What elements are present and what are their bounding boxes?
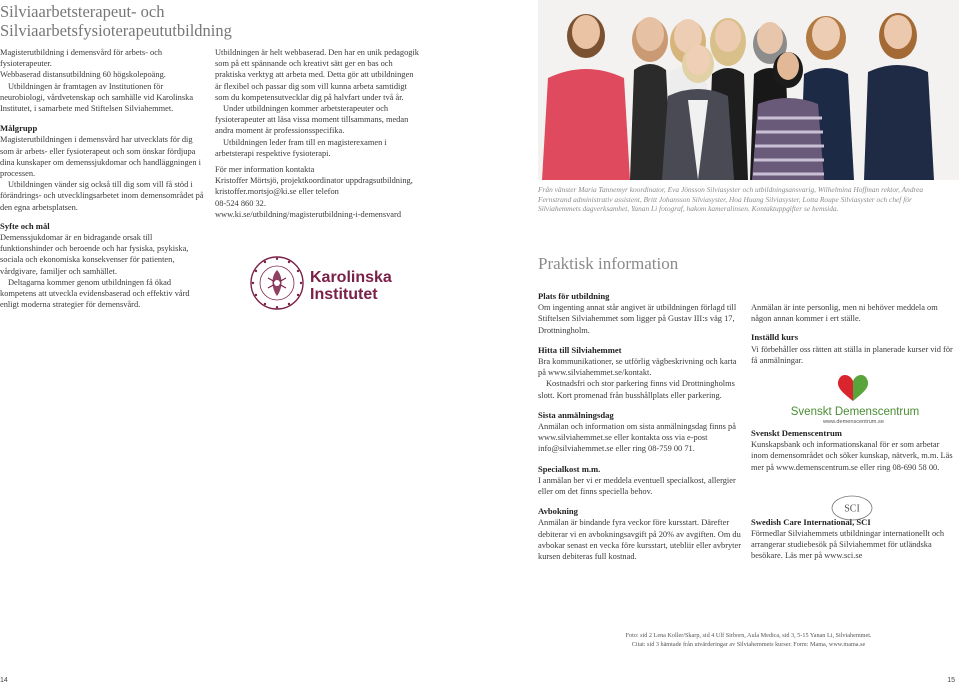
page-number-right: 15 — [947, 677, 955, 684]
page-number-left: 14 — [0, 677, 8, 684]
deadline-text: Anmälan och information om sista anmälningsdag finns på www.silviahemmet.se eller kontakta oss via e-post info@silviahemmet.se eller ring 08-759 00 71. — [538, 422, 736, 454]
place-heading: Plats för utbildning — [538, 291, 610, 301]
sd-heart-icon — [838, 375, 868, 401]
column-details — [215, 47, 420, 220]
personal-text: Anmälan är inte personlig, men ni behöver meddela om någon annan kommer i ert ställe. — [751, 303, 938, 324]
page-title-line2: Silviaarbetsfysioterapeututbildning — [0, 21, 232, 40]
practical-title: Praktisk information — [538, 254, 679, 273]
column-practical-left — [538, 291, 743, 562]
target-heading: Målgrupp — [0, 123, 38, 134]
karolinska-institutet-logo — [250, 254, 392, 312]
diet-text: I anmälan ber vi er meddela eventuell specialkost, allergier eller om det finns speciella behov. — [538, 475, 736, 497]
contact-intro: För mer information kontakta — [215, 165, 315, 175]
credits-line1: Foto: sid 2 Lena Koller/Skarp, sid 4 Ulf Sirborn, Aula Medica, sid 3, 5-15 Yanan Li, Silviahemmet. — [625, 632, 872, 639]
cancel-heading: Avbokning — [538, 506, 578, 517]
column-practical-right — [751, 302, 956, 562]
find-heading: Hitta till Silviahemmet — [538, 344, 622, 355]
sd-text: Kunskapsbank och informationskanal för er som arbetar inom demensområdet och söker kunskap, nätverk, m.m. Läs mer på www.demenscentrum.se eller ring 08-690 58 00. — [751, 440, 953, 472]
intro-text-3: Utbildningen är framtagen av Institutionen för neurobiologi, vårdvetenskap och samhälle vid Karolinska Institutet, i samarbete med Stiftelsen Silviahemmet. — [0, 81, 194, 114]
ki-seal-icon — [251, 257, 303, 309]
staff-photo-illustration — [538, 0, 959, 180]
page-title-line1: Silviaarbetsterapeut- och — [0, 2, 165, 21]
intro-text-1: Magisterutbildning i demensvård för arbets- och fysioterapeuter. — [0, 48, 163, 69]
details-text-3: Utbildningen leder fram till en magisterexamen i arbetsterapi respektive fysioterapi. — [215, 137, 387, 158]
photo-caption: Från vänster Maria Tannemyr koordinator, Eva Jönsson Silviasyster och utbildningsansvarig, Wilhelmina Hoffman rektor, Andrea Fernstrand administrativ assistent, Britt Johansson Silviasyster, Hoa Huang Silviasyster, Lotta Roupe Silviasyster och chef för Silviahemmets dagverksamhet, Yanan Li fotograf, hakom kameralinsen. Kontaktuppgifter se hemsida. — [538, 185, 924, 214]
diet-heading: Specialkost m.m. — [538, 463, 601, 474]
staff-group-photo — [538, 0, 959, 180]
details-text-1: Utbildningen är helt webbaserad. Den har en unik pedagogik som på ett spännande och kreativt sätt ger en bas och praktiska verktyg att arbeta med. Detta gör att utbildningen är flexibel och passar dig som vill kunna arbeta samtidigt som du kompetensutvecklar dig på halvfart under två år. — [215, 48, 419, 102]
cancelled-heading: Inställd kurs — [751, 332, 799, 343]
goal-text-1: Demenssjukdomar är en bidragande orsak till funktionshinder och beroende och har fysiska, psykiska, sociala och ekonomiska konsekvenser för patienten, vårdgivare, familjer och samhället. — [0, 233, 189, 276]
credits-line2: Citat: sid 3 hämtade från utvärderingar av Silviahemmets kurser. Form: Mama, www.mama.se — [631, 640, 866, 648]
sd-heading: Svenskt Demenscentrum — [751, 428, 842, 439]
contact-url[interactable]: www.ki.se/utbildning/magisterutbildning-i-demensvard — [215, 209, 402, 219]
deadline-heading: Sista anmälningsdag — [538, 409, 614, 420]
column-intro — [0, 47, 205, 310]
parking-text: Kostnadsfri och stor parkering finns vid Drottningholms slott. Kort promenad från busshållplats eller parkering. — [538, 379, 735, 400]
sd-logo-name: Svenskt Demenscentrum — [790, 406, 920, 418]
find-text: Bra kommunikationer, se utförlig vägbeskrivning och karta på www.silviahemmet.se/kontakt. — [538, 357, 737, 378]
cancel-text: Anmälan är bindande fyra veckor före kursstart. Därefter debiterar vi en avbokningsavgift på 20% av avgiften. Om du avbokar senast en vecka före kursstart, utebliir eller avbryter kursen debiteras full kostnad. — [538, 518, 742, 562]
sci-logo-text: SCI — [844, 503, 860, 515]
sci-heading: Swedish Care International, SCI — [751, 516, 871, 527]
page-title — [0, 2, 420, 40]
sci-logo — [830, 494, 874, 522]
sci-text: Förmedlar Silviahemmets utbildningar internationellt och arrangerar studiebesök på Silviahemmet för utländska besökare. Läs mer på www.sci.se — [751, 529, 945, 561]
cancelled-text: Vi förbehåller oss rätten att ställa in planerade kurser vid för få anmälningar. — [751, 344, 953, 365]
intro-text-2: Webbaserad distansutbildning 60 högskolepoäng. — [0, 70, 166, 80]
photo-credits — [538, 632, 959, 649]
contact-person: Kristoffer Mörtsjö, projektkoordinator uppdragsutbildning, kristoffer.mortsjo@ki.se eller telefon — [215, 176, 413, 197]
ki-name-line2: Institutet — [310, 286, 378, 303]
contact-phone: 08-524 860 32. — [215, 198, 266, 208]
details-text-2: Under utbildningen kommer arbetsterapeuter och fysioterapeuter att läsa vissa moment tillsammans, medan andra moment är professionsspecifika. — [215, 104, 409, 136]
goal-heading: Syfte och mål — [0, 220, 50, 231]
ki-name-line1: Karolinska — [310, 269, 392, 286]
target-text-2: Utbildningen vänder sig också till dig som vill få stöd i förändrings- och utvecklingsarbetet inom demensområdet på den egna arbetsplatsen. — [0, 180, 204, 212]
target-text-1: Magisterutbildningen i demensvård har utvecklats för dig som är arbets- eller fysioterapeut och som önskar fördjupa dina kunskaper om demenssjukdomar och handläggningen i processen. — [0, 135, 201, 179]
place-text: Om ingenting annat står angivet är utbildningen förlagd till Stiftelsen Silviahemmet som ligger på Gustav III:s väg 17, Drottningholm. — [538, 303, 737, 335]
goal-text-2: Deltagarna kommer genom utbildningen få ökad kompetens att utveckla evidensbaserad och effektiv vård enligt moderna strategier för demensvård. — [0, 277, 190, 310]
sd-logo-url: www.demenscentrum.se — [823, 419, 884, 425]
